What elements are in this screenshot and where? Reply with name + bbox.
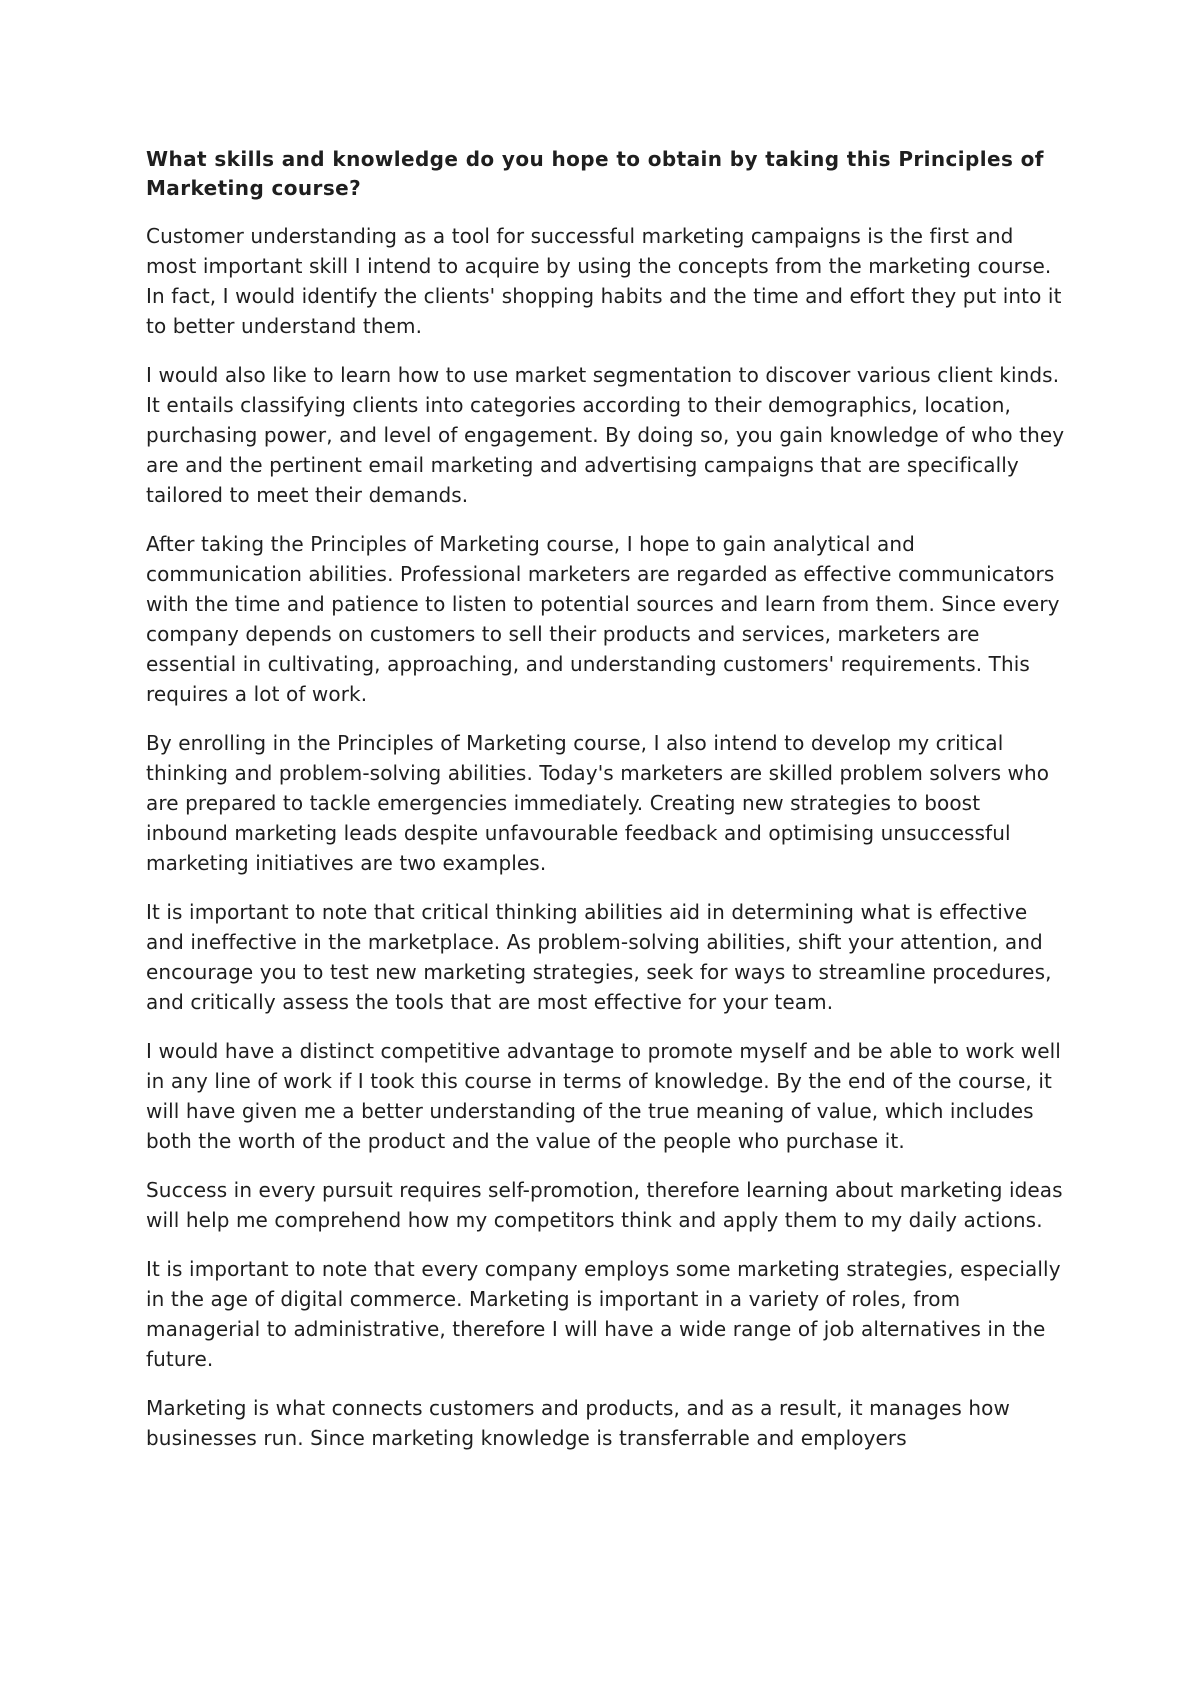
- paragraph-7: Success in every pursuit requires self-promotion, therefore learning about marketing ideas will help me comprehend how my competitors think and apply them to my daily actions.: [146, 1178, 1063, 1232]
- paragraph-2: I would also like to learn how to use market segmentation to discover various client kinds. It entails classifying clients into categories according to their demographics, location, purchasing power, and level of engagement. By doing so, you gain knowledge of who they are and the pertinent email marketing and advertising campaigns that are specifically tailored to meet their demands.: [146, 363, 1065, 507]
- document-heading: What skills and knowledge do you hope to obtain by taking this Principles of Marketing course?: [146, 147, 1044, 200]
- document-page: [146, 145, 1066, 1472]
- paragraph-3: After taking the Principles of Marketing course, I hope to gain analytical and communication abilities. Professional marketers are regarded as effective communicators with the time and patience to listen to potential sources and learn from them. Since every company depends on customers to sell their products and services, marketers are essential in cultivating, approaching, and understanding customers' requirements. This requires a lot of work.: [146, 532, 1060, 706]
- paragraph-1: Customer understanding as a tool for successful marketing campaigns is the first and most important skill I intend to acquire by using the concepts from the marketing course. In fact, I would identify the clients' shopping habits and the time and effort they put into it to better understand them.: [146, 224, 1062, 338]
- paragraph-8: It is important to note that every company employs some marketing strategies, especially in the age of digital commerce. Marketing is important in a variety of roles, from managerial to administrative, therefore I will have a wide range of job alternatives in the future.: [146, 1257, 1061, 1371]
- paragraph-4: By enrolling in the Principles of Marketing course, I also intend to develop my critical thinking and problem-solving abilities. Today's marketers are skilled problem solvers who are prepared to tackle emergencies immediately. Creating new strategies to boost inbound marketing leads despite unfavourable feedback and optimising unsuccessful marketing initiatives are two examples.: [146, 731, 1050, 875]
- paragraph-5: It is important to note that critical thinking abilities aid in determining what is effective and ineffective in the marketplace. As problem-solving abilities, shift your attention, and encourage you to test new marketing strategies, seek for ways to streamline procedures, and critically assess the tools that are most effective for your team.: [146, 900, 1052, 1014]
- paragraph-6: I would have a distinct competitive advantage to promote myself and be able to work well in any line of work if I took this course in terms of knowledge. By the end of the course, it will have given me a better understanding of the true meaning of value, which includes both the worth of the product and the value of the people who purchase it.: [146, 1039, 1061, 1153]
- paragraph-9: Marketing is what connects customers and products, and as a result, it manages how businesses run. Since marketing knowledge is transferrable and employers: [146, 1396, 1010, 1450]
